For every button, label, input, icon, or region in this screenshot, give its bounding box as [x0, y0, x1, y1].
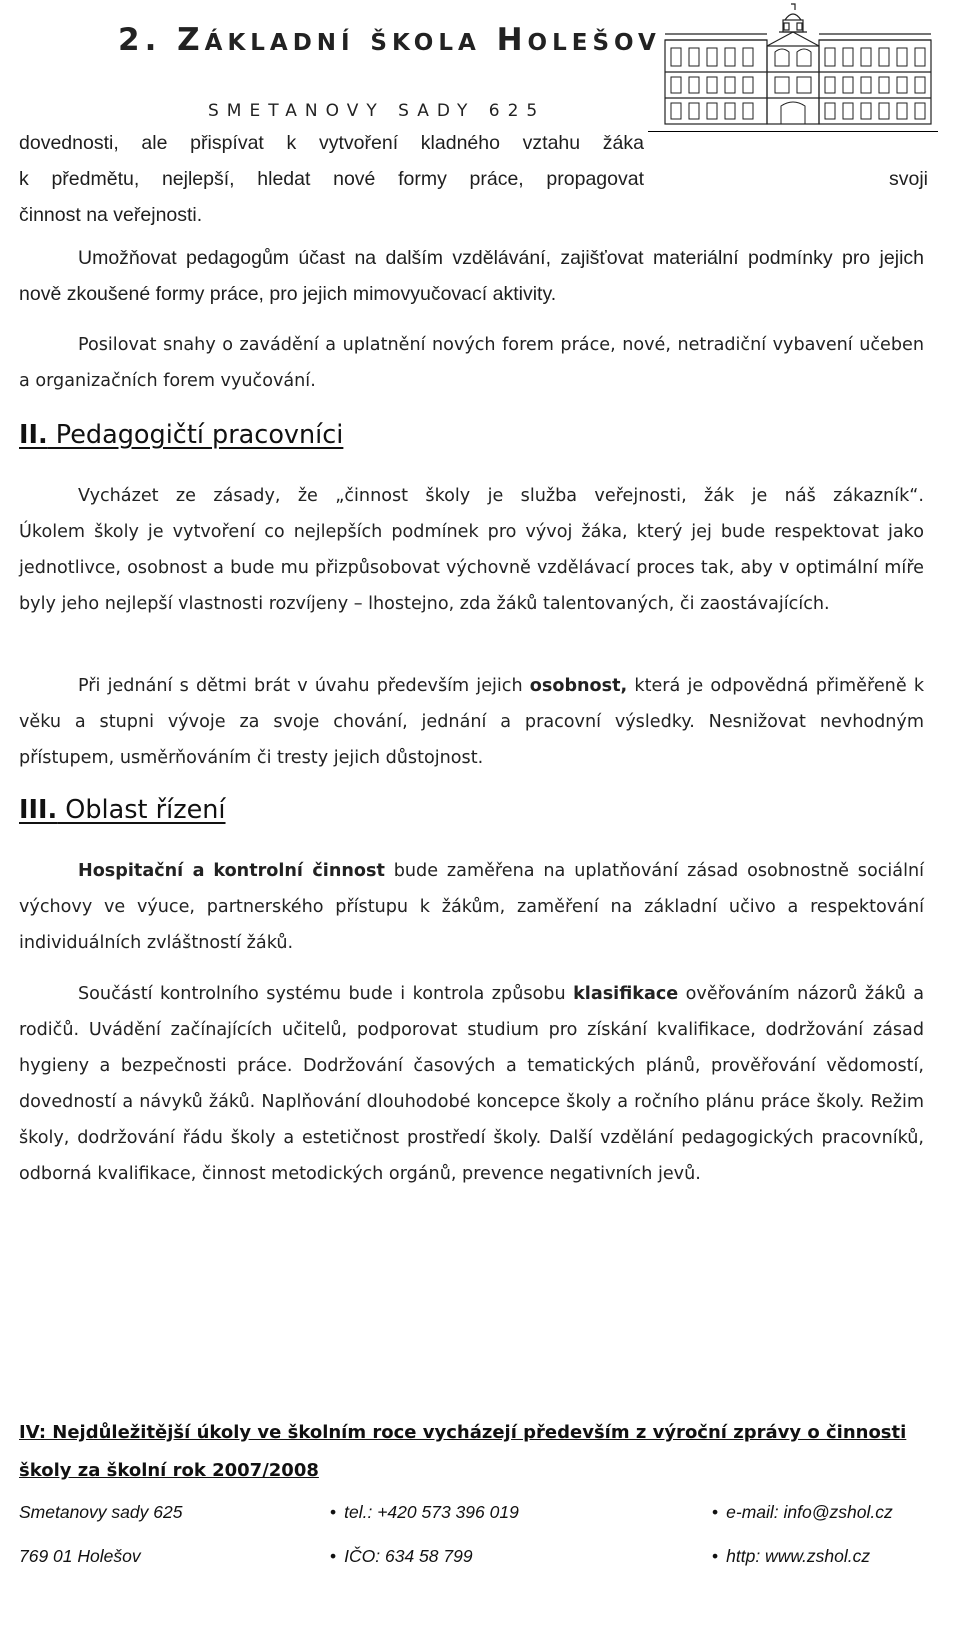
section-heading-main-tasks: IV: Nejdůležitější úkoly ve školním roce vycházejí především z výroční zprávy o činnosti školy za školní rok 2007/2008: [19, 1422, 907, 1481]
section-heading-management: III. Oblast řízení: [19, 795, 226, 825]
paragraph-personality: Při jednání s dětmi brát v úvahu především jejich osobnost, která je odpovědná přiměřeně k věku a stupni vývoje za svoje chování, jednání a pracovní výsledky. Nesnižovat nevhodným přístupem, usměrňováním či tresty jejich důstojnost.: [19, 676, 925, 768]
school-address-subtitle: SMETANOVY SADY 625: [208, 101, 546, 121]
paragraph-school-service: Vycházet ze zásady, že „činnost školy je služba veřejnosti, žák je náš zákazník“. Úkolem školy je vytvoření co nejlepších podmínek pro vývoj žáka, který jej bude respektovat jako jednotlivce, osobnost a bude mu přizpůsobovat výchovně vzdělávací proces tak, aby v optimální míře byly jeho nejlepší vlastnosti rozvíjeny – lhostejno, zda žáků talentovaných, či zaostávajících.: [19, 486, 924, 614]
footer-email: • e-mail: info@zshol.cz: [712, 1502, 893, 1522]
paragraph-continuation: dovednosti, ale přispívat k vytvoření kladného vztahu žáka k předmětu, nejlepší, hledat nové formy práce, propagovat činnost na veřejnosti.: [19, 132, 644, 226]
footer-website: • http: www.zshol.cz: [712, 1546, 871, 1566]
paragraph-teacher-education: Umožňovat pedagogům účast na dalším vzdělávání, zajišťovat materiální podmínky pro jejich nově zkoušené formy práce, pro jejich mimovyučovací aktivity.: [19, 247, 924, 305]
footer-city: 769 01 Holešov: [19, 1546, 141, 1566]
paragraph-inspection: Hospitační a kontrolní činnost bude zaměřena na uplatňování zásad osobnostně sociální výchovy ve výuce, partnerského přístupu k žákům, zaměření na základní učivo a respektování individuálních zvláštností žáků.: [19, 861, 925, 953]
school-building-logo: [663, 2, 933, 126]
paragraph-control-system: Součástí kontrolního systému bude i kontrola způsobu klasifikace ověřováním názorů žáků a rodičů. Uvádění začínajících učitelů, podporovat studium pro získání kvalifikace, dodržování zásad hygieny a bezpečnosti práce. Dodržování časových a tematických plánů, prověřování vědomostí, dovedností a návyků žáků. Naplňování dlouhodobé koncepce školy a ročního plánu práce školy. Režim školy, dodržování řádu školy a estetičnost prostředí školy. Další vzdělání pedagogických pracovníků, odborná kvalifikace, činnost metodických orgánů, prevence negativních jevů.: [19, 984, 924, 1184]
footer-street: Smetanovy sady 625: [19, 1502, 183, 1522]
school-name-heading: 2. ZÁKLADNÍ ŠKOLA HOLEŠOV: [118, 22, 661, 58]
footer-phone: • tel.: +420 573 396 019: [330, 1502, 519, 1522]
paragraph-new-methods: Posilovat snahy o zavádění a uplatnění nových forem práce, nové, netradiční vybavení učeben a organizačních forem vyučování.: [19, 335, 924, 391]
section-heading-teachers: II. Pedagogičtí pracovníci: [19, 420, 344, 450]
footer-company-id: • IČO: 634 58 799: [330, 1546, 473, 1566]
paragraph-continuation-word: svoji: [889, 168, 929, 190]
